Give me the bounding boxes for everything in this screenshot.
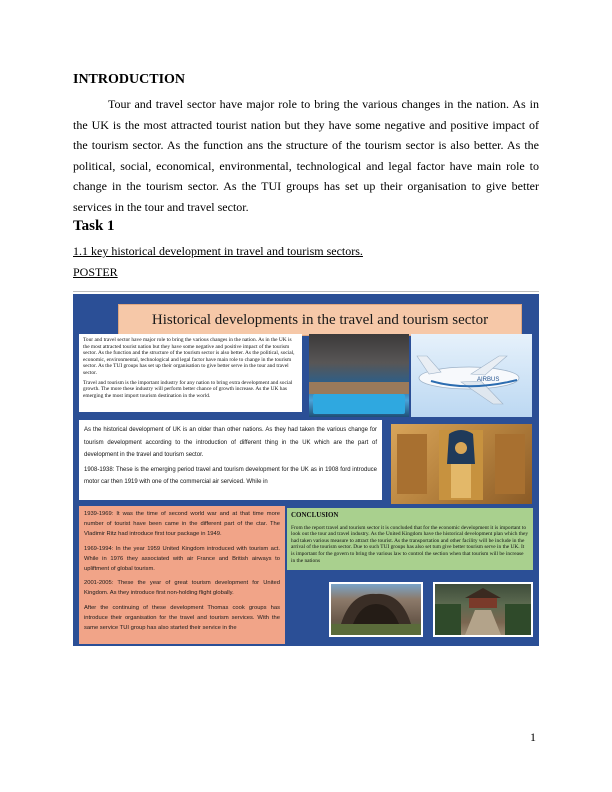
conclusion-heading: CONCLUSION <box>291 511 339 519</box>
timeline-entry: 1939-1969: It was the time of second world war and at that time more number of tourist have been came in the different part of the ctar. The Vladimir Ritz had introduce first tour package in 1949. <box>84 511 280 538</box>
airplane-livery-text: AIRBUS <box>477 377 500 383</box>
airplane-image <box>411 334 532 417</box>
airplane-icon <box>411 334 532 417</box>
divider <box>73 291 539 292</box>
timeline-entry: 2001-2005: These the year of great tourism development for United Kingdom. As they introduce first non-holding flight globally. <box>84 580 280 597</box>
poster-history-text-1: As the historical development of UK is an older than other nations. As they had taken the various change for tourism development according to the introduction of different thing in the UK which are the part of development in the travel and tourism sector. <box>84 427 377 459</box>
poster-title: Historical developments in the travel and tourism sector <box>118 304 522 336</box>
intro-heading: INTRODUCTION <box>73 72 186 87</box>
poster-conclusion-box <box>287 508 533 570</box>
temple-stairs-image <box>433 582 533 637</box>
poster-intro-box <box>79 334 302 412</box>
timeline-entry: 1969-1994: In the year 1959 United Kingdom introduced with tourism act. While in 1976 they associated with air France and British airways to upliftment of global tourism. <box>84 545 280 573</box>
poster-label: POSTER <box>73 265 118 279</box>
egyptian-art-image <box>391 424 532 504</box>
poster-intro-text-1: Tour and travel sector have major role to bring the various changes in the nation. As in the UK is the most attracted tourist nation but they have some negative and positive impact of the tourism sector. As the function and the structure of the tourism sector is also better. As the political, social, economic, environmental, technological and legal factor have main role to change in the tourism sector. As the TUI groups has set up their organisation to give better serve in the tour and travel sector. <box>83 337 295 376</box>
intro-paragraph: Tour and travel sector have major role to bring the various changes in the nation. As in the UK is the most attracted tourist nation but they have some negative and positive impact of the tourism sector. As the function ans the structure of the tourism sector is also better. As the political, social, economical, environmental, technological and legal factor have main role to change in the tourism sector. As the TUI groups has set up their organisation to give better services in the tour and travel sector. <box>73 97 539 214</box>
poster-history-text-2: 1908-1938: These is the emerging period travel and tourism development for the UK as in 1908 ford introduce motor car then 1919 with one of the commercial air serviced. While in <box>84 466 377 486</box>
poster-history-box <box>79 420 382 500</box>
page-number: 1 <box>530 730 536 744</box>
hotel-pool-image <box>309 334 409 417</box>
poster <box>73 294 539 646</box>
conclusion-text: From the report travel and tourism sector it is concluded that for the economic development it is important to look out the tour and travel industry. As the United Kingdom have the historical development plan which they had taken various measure to attract the tourist. As the transportation and other facility will be include in the arrival of the tourism sector. Due to such TUI groups has also set tum give better tourism serve in the UK. It is important for the govern to bring the various law to control the section when that tourism will be increase in the nations <box>291 524 529 564</box>
poster-timeline-box <box>79 506 285 644</box>
poster-intro-text-2: Travel and tourism is the important industry for any nation to bring extra development and social growth. The more these industry will perform better chance of growth increase. As the UK has emerging the most import tourism destination in the world. <box>83 379 293 399</box>
cave-tourists-image <box>329 582 423 637</box>
task-heading: Task 1 <box>73 218 115 234</box>
timeline-entry: After the continuing of these development Thomas cook groups has introduce their organisation for the travel and tourism services. With the same service TUI group has also started their service in the <box>84 604 280 632</box>
task-subheading: 1.1 key historical development in travel and tourism sectors. <box>73 244 363 258</box>
